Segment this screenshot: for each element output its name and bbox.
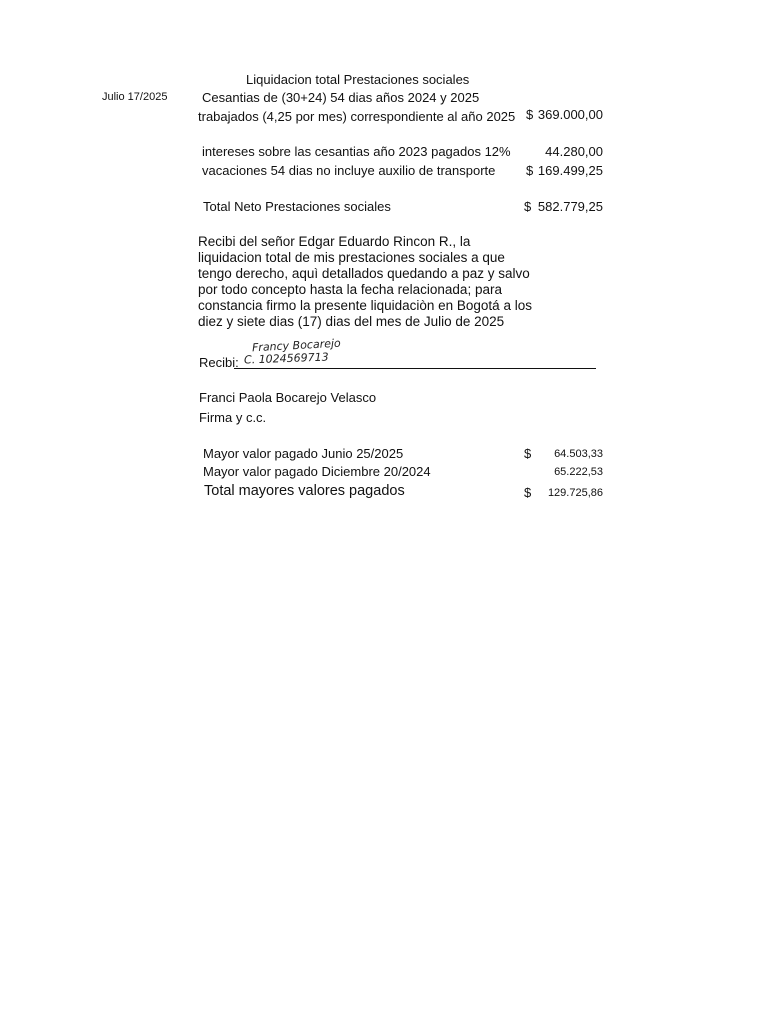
acknowledgement-line: Recibi del señor Edgar Eduardo Rincon R., la: [198, 234, 471, 249]
acknowledgement-line: tengo derecho, aquì detallados quedando a paz y salvo: [198, 266, 530, 281]
mayores-total-amount: 129.725,86: [547, 487, 603, 499]
intereses-amount: 44.280,00: [545, 144, 603, 159]
mayor-valor-row-1-label: Mayor valor pagado Junio 25/2025: [203, 446, 404, 461]
mayor-valor-row-1-currency: $: [524, 446, 532, 461]
vacaciones-currency: $: [526, 163, 534, 178]
cesantias-amount: 369.000,00: [537, 107, 603, 122]
recibi-label: Recibi:: [199, 355, 239, 370]
intereses-label: intereses sobre las cesantias año 2023 pagados 12%: [202, 144, 511, 159]
vacaciones-amount: 169.499,25: [537, 163, 603, 178]
cesantias-currency: $: [526, 107, 534, 122]
mayor-valor-row-1-amount: 64.503,33: [554, 448, 603, 460]
vacaciones-label: vacaciones 54 dias no incluye auxilio de transporte: [202, 163, 496, 178]
total-neto-amount: 582.779,25: [537, 199, 603, 214]
mayor-valor-row-2-amount: 65.222,53: [554, 466, 603, 478]
printed-name: Franci Paola Bocarejo Velasco: [199, 390, 377, 405]
total-neto-label: Total Neto Prestaciones sociales: [203, 199, 391, 214]
mayor-valor-row-2-label: Mayor valor pagado Diciembre 20/2024: [203, 464, 431, 479]
signature-caption: Firma y c.c.: [199, 410, 267, 425]
acknowledgement-line: liquidacion total de mis prestaciones sociales a que: [198, 250, 505, 265]
cesantias-line-2: trabajados (4,25 por mes) correspondiente al año 2025: [198, 109, 516, 124]
acknowledgement-line: constancia firmo la presente liquidaciòn en Bogotá a los: [198, 298, 532, 313]
handwritten-signature-name: Francy Bocarejo: [251, 336, 342, 355]
acknowledgement-line: por todo concepto hasta la fecha relacionada; para: [198, 282, 502, 297]
mayores-total-label: Total mayores valores pagados: [204, 483, 405, 499]
mayores-total-currency: $: [524, 485, 532, 500]
cesantias-line-1: Cesantias de (30+24) 54 dias años 2024 y 2025: [202, 90, 480, 105]
document-title: Liquidacion total Prestaciones sociales: [246, 72, 470, 87]
acknowledgement-line: diez y siete dias (17) dias del mes de Julio de 2025: [198, 314, 505, 329]
document-date: Julio 17/2025: [102, 91, 168, 103]
acknowledgement-paragraph: [198, 234, 532, 330]
total-neto-currency: $: [524, 199, 532, 214]
signature-line: [234, 368, 596, 369]
handwritten-signature-id: C. 1024569713: [243, 350, 329, 367]
